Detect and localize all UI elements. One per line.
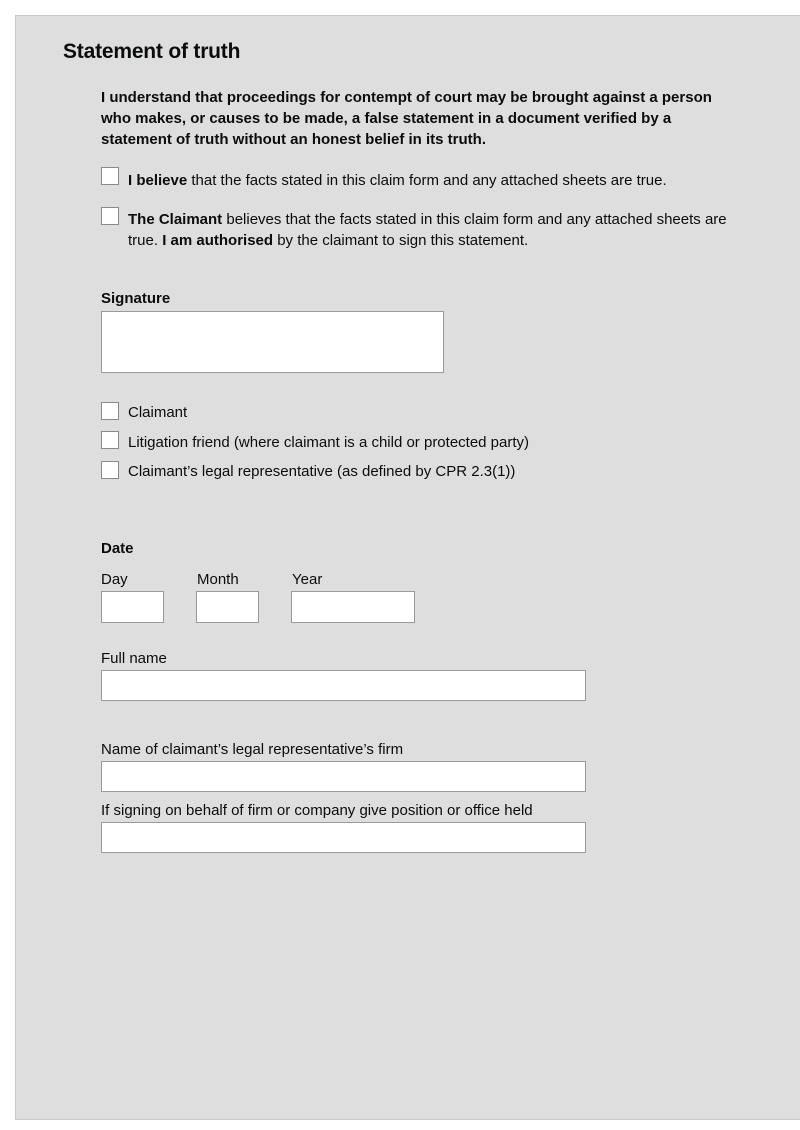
month-label: Month — [197, 571, 239, 588]
role-claimant-label: Claimant — [128, 404, 188, 421]
month-input[interactable] — [196, 591, 259, 623]
i-believe-option — [128, 170, 748, 191]
section-title: Statement of truth — [63, 40, 241, 63]
role-legal-rep-checkbox[interactable] — [101, 461, 119, 479]
i-believe-text: that the facts stated in this claim form and any attached sheets are true. — [187, 172, 667, 189]
i-believe-checkbox[interactable] — [101, 167, 119, 185]
year-label: Year — [292, 571, 323, 588]
date-label: Date — [101, 540, 134, 557]
role-claimant-checkbox[interactable] — [101, 402, 119, 420]
claimant-believes-checkbox[interactable] — [101, 207, 119, 225]
firm-name-input[interactable] — [101, 761, 586, 792]
signature-label: Signature — [101, 290, 171, 307]
day-input[interactable] — [101, 591, 164, 623]
position-input[interactable] — [101, 822, 586, 853]
role-legal-rep-label: Claimant’s legal representative (as defined by CPR 2.3(1)) — [128, 463, 516, 480]
role-litigation-friend-checkbox[interactable] — [101, 431, 119, 449]
authorised-text: by the claimant to sign this statement. — [273, 232, 529, 249]
signature-field[interactable] — [101, 311, 444, 373]
firm-name-label: Name of claimant’s legal representative’s firm — [101, 741, 404, 758]
authorised-bold: I am authorised — [162, 232, 274, 249]
claimant-believes-option — [128, 209, 728, 251]
claimant-believes-text: believes that the facts stated in this claim form and any attached sheets are true. — [128, 211, 727, 249]
full-name-label: Full name — [101, 650, 167, 667]
claimant-believes-bold: The Claimant — [128, 211, 223, 228]
year-input[interactable] — [291, 591, 415, 623]
full-name-input[interactable] — [101, 670, 586, 701]
intro-text: I understand that proceedings for contempt of court may be brought against a person who makes, or causes to be made, a false statement in a document verified by a statement of truth without an honest belief in its truth. — [101, 89, 712, 148]
form-page — [15, 15, 800, 1120]
i-believe-bold: I believe — [128, 172, 188, 189]
day-label: Day — [101, 571, 128, 588]
position-label: If signing on behalf of firm or company give position or office held — [101, 802, 533, 819]
role-litigation-friend-label: Litigation friend (where claimant is a child or protected party) — [128, 434, 530, 451]
